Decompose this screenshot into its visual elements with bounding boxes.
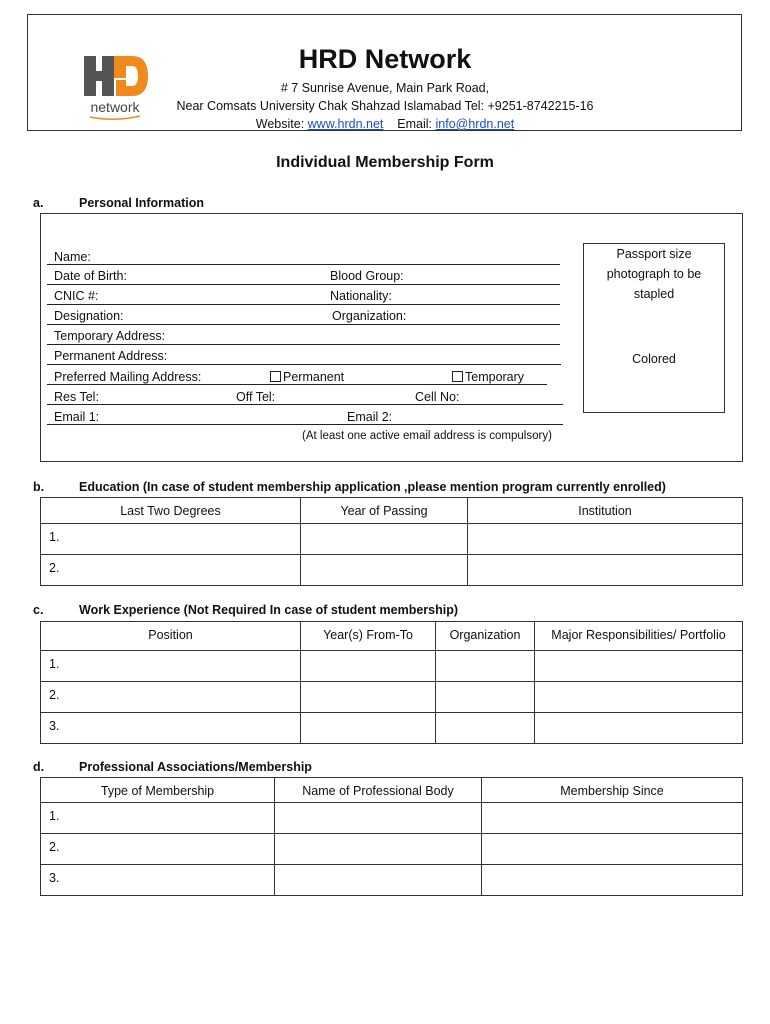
section-b-letter: b. [33,480,45,494]
row-number[interactable]: 1. [41,651,301,682]
row-number[interactable]: 3. [41,713,301,744]
mailing-permanent-option[interactable] [270,370,344,384]
temp-address-input-line[interactable] [47,344,560,345]
mailing-input-line[interactable] [47,384,547,385]
table-row [41,865,743,896]
table-cell[interactable] [275,834,482,865]
tel-input-line[interactable] [47,404,563,405]
email-input-line[interactable] [47,424,563,425]
table-cell[interactable] [535,651,743,682]
temporary-option-label: Temporary [465,370,525,384]
table-row [41,682,743,713]
blood-group-label: Blood Group: [330,269,404,283]
column-header: Year(s) From-To [301,622,436,651]
temp-address-label: Temporary Address: [54,329,166,343]
education-table [40,497,743,586]
section-a-title: Personal Information [79,196,205,210]
email1-label: Email 1: [54,410,100,424]
permanent-checkbox[interactable] [270,371,281,382]
cnic-input-line[interactable] [47,304,560,305]
res-tel-label: Res Tel: [54,390,99,404]
org-name: HRD Network [298,44,472,74]
column-header: Position [41,622,301,651]
perm-address-input-line[interactable] [47,364,561,365]
row-number[interactable]: 1. [41,803,275,834]
table-cell[interactable] [436,651,535,682]
website-label: Website: [255,117,308,131]
cell-label: Cell No: [415,390,460,404]
table-cell[interactable] [436,682,535,713]
table-header-row [41,622,743,651]
row-number[interactable]: 2. [41,682,301,713]
section-b-title: Education (In case of student membership application ,please mention program currently enrolled) [79,480,666,494]
work-experience-table [40,621,743,744]
column-header: Year of Passing [301,498,468,524]
mailing-temporary-option[interactable] [452,370,524,384]
table-header-row [41,778,743,803]
column-header: Institution [468,498,743,524]
row-number[interactable]: 3. [41,865,275,896]
table-cell[interactable] [436,713,535,744]
name-input-line[interactable] [47,264,560,265]
designation-label: Designation: [54,309,124,323]
photo-line-4: Colored [632,352,676,366]
photo-line-2: photograph to be [606,267,702,281]
cnic-label: CNIC #: [54,289,99,303]
table-row [41,651,743,682]
table-cell[interactable] [301,651,436,682]
table-cell[interactable] [301,555,468,586]
svg-text:network: network [90,99,140,115]
table-row [41,803,743,834]
dob-input-line[interactable] [47,284,560,285]
website-link[interactable]: www.hrdn.net [307,117,384,131]
column-header: Name of Professional Body [275,778,482,803]
email-note: (At least one active email address is compulsory) [302,430,552,442]
address-line-2: Near Comsats University Chak Shahzad Islamabad Tel: +9251-8742215-16 [176,99,594,113]
table-header-row [41,498,743,524]
name-label: Name: [54,250,91,264]
table-cell[interactable] [482,803,743,834]
nationality-label: Nationality: [330,289,392,303]
column-header: Membership Since [482,778,743,803]
table-cell[interactable] [301,682,436,713]
column-header: Major Responsibilities/ Portfolio [535,622,743,651]
table-cell[interactable] [468,524,743,555]
email-link[interactable]: info@hrdn.net [435,117,515,131]
section-c-letter: c. [33,603,44,617]
email2-label: Email 2: [347,410,393,424]
table-cell[interactable] [301,524,468,555]
section-d-title: Professional Associations/Membership [79,760,312,774]
professional-associations-table [40,777,743,896]
photo-line-1: Passport size [616,247,692,261]
perm-address-label: Permanent Address: [54,349,168,363]
section-a-letter: a. [33,196,44,210]
section-c-title: Work Experience (Not Required In case of student membership) [79,603,459,617]
table-cell[interactable] [468,555,743,586]
section-d-letter: d. [33,760,45,774]
table-row [41,834,743,865]
email-label: Email: [397,117,436,131]
table-cell[interactable] [482,834,743,865]
table-cell[interactable] [535,682,743,713]
form-title: Individual Membership Form [276,154,494,171]
photo-line-3: stapled [633,287,675,301]
table-row [41,555,743,586]
permanent-option-label: Permanent [283,370,345,384]
address-line-1: # 7 Sunrise Avenue, Main Park Road, [280,81,490,95]
temporary-checkbox[interactable] [452,371,463,382]
column-header: Organization [436,622,535,651]
table-row [41,713,743,744]
off-tel-label: Off Tel: [236,390,276,404]
table-cell[interactable] [275,865,482,896]
column-header: Type of Membership [41,778,275,803]
table-cell[interactable] [482,865,743,896]
row-number[interactable]: 2. [41,555,301,586]
row-number[interactable]: 2. [41,834,275,865]
column-header: Last Two Degrees [41,498,301,524]
table-cell[interactable] [275,803,482,834]
table-cell[interactable] [301,713,436,744]
mailing-label: Preferred Mailing Address: [54,370,202,384]
table-cell[interactable] [535,713,743,744]
row-number[interactable]: 1. [41,524,301,555]
contact-line [0,117,770,131]
designation-input-line[interactable] [47,324,560,325]
organization-label: Organization: [332,309,407,323]
dob-label: Date of Birth: [54,269,127,283]
table-row [41,524,743,555]
